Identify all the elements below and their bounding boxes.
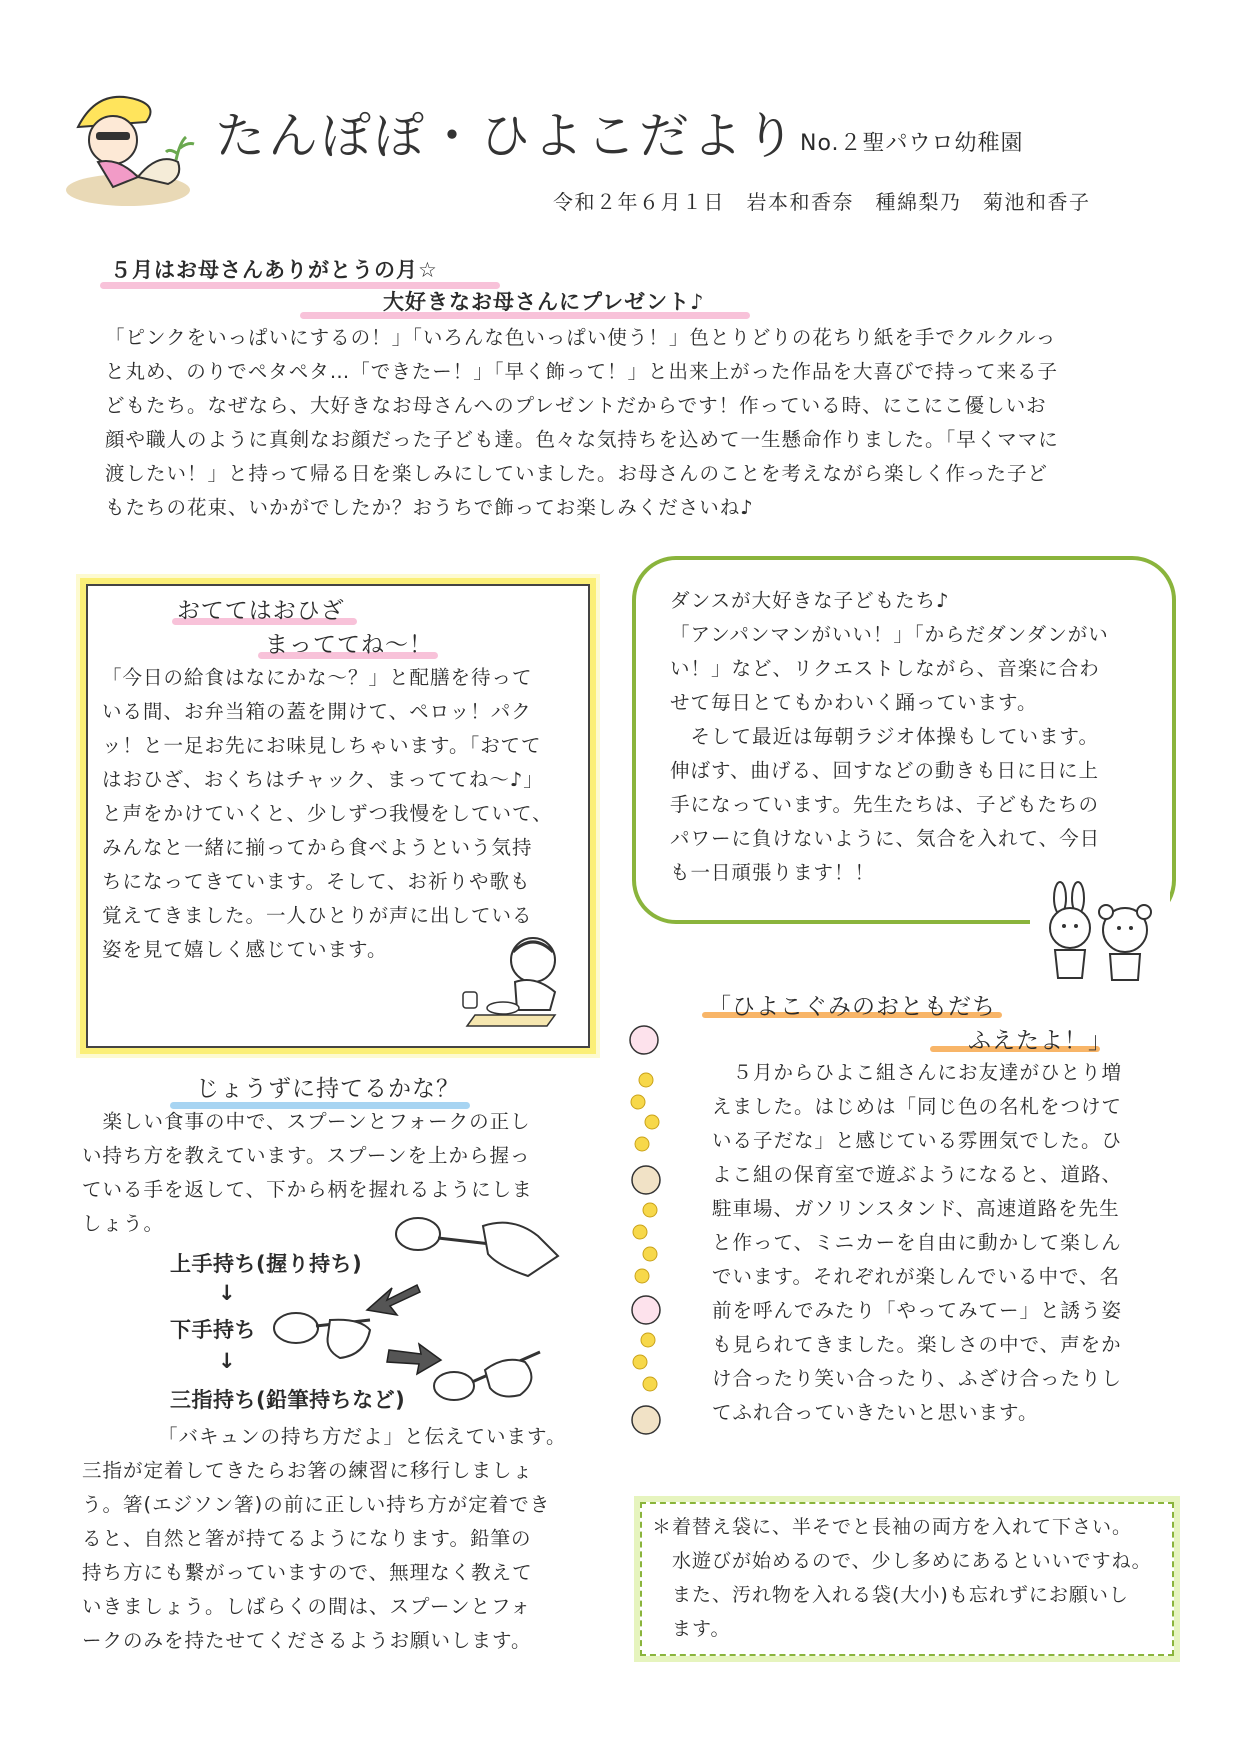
text-line: ッ！と一足お先にお味見しちゃいます。「おてて [102, 734, 542, 757]
text-line: もたちの花束、いかがでしたか？おうちで飾ってお楽しみくださいね♪ [105, 496, 754, 519]
hand-underhand-spoon-illustration [270, 1300, 380, 1365]
text-line: も一日頑張ります！！ [670, 861, 876, 884]
text-line: いきましょう。しばらくの間は、スプーンとフォ [82, 1595, 532, 1618]
text-line: 楽しい食事の中で、スプーンとフォークの正し [82, 1110, 531, 1133]
flower-border-decoration [616, 1010, 676, 1450]
text-line: でいます。それぞれが楽しんでいる中で、名 [712, 1265, 1121, 1288]
text-line: 前を呼んでみたり「やってみてー」と誘う姿 [712, 1299, 1123, 1322]
text-line: 姿を見て嬉しく感じています。 [102, 938, 388, 961]
child-eating-illustration [455, 930, 575, 1030]
text-line: 手になっています。先生たちは、子どもたちの [670, 793, 1099, 816]
text-line: 覚えてきました。一人ひとりが声に出している [102, 904, 533, 927]
text-line: ５月からひよこ組さんにお友達がひとり増 [712, 1061, 1123, 1084]
text-line: 伸ばす、曲げる、回すなどの動きも日に日に上 [670, 759, 1099, 782]
text-line: け合ったり笑い合ったり、ふざけ合ったりし [712, 1367, 1123, 1390]
text-line: も見られてきました。楽しさの中で、声をか [712, 1333, 1122, 1356]
step-underhand-grip: 下手持ち [170, 1318, 256, 1342]
text-line: てふれ合っていきたいと思います。 [712, 1401, 1039, 1424]
step-overhand-grip: 上手持ち(握り持ち) [170, 1252, 363, 1276]
text-line: ＊着替え袋に、半そでと長袖の両方を入れて下さい。 [652, 1516, 1133, 1538]
newsletter-title: たんぽぽ・ひよこだより [215, 107, 798, 165]
text-line: よこ組の保育室で遊ぶようになると、道路、 [712, 1163, 1123, 1186]
text-line: ークのみを持たせてくださるようお願いします。 [82, 1629, 532, 1652]
text-line: また、汚れ物を入れる袋(大小)も忘れずにお願いし [652, 1584, 1129, 1606]
text-line: パワーに負けないように、気合を入れて、今日 [670, 827, 1101, 850]
text-line: 駐車場、ガソリンスタンド、高速道路を先生 [712, 1197, 1120, 1220]
hiyoko-heading-1: 「ひよこぐみのおともだち [708, 994, 996, 1020]
text-line: 「ピンクをいっぱいにするの！」「いろんな色いっぱい使う！」色とりどりの花ちり紙を手でクルクルっ [105, 326, 1057, 349]
text-line: ちになってきています。そして、お祈りや歌も [102, 870, 531, 893]
text-line: ます。 [652, 1618, 731, 1640]
text-line: 「今日の給食はなにかな～？」と配膳を待って [102, 666, 533, 689]
hand-tripod-spoon-illustration [430, 1340, 550, 1410]
issue-label: No.２聖パウロ幼稚園 [800, 131, 1024, 156]
reminder-note-body [652, 1510, 1172, 1646]
hand-overhand-spoon-illustration [388, 1206, 578, 1286]
text-line: 渡したい！」と持って帰る日を楽しみにしていました。お母さんのことを考えながら楽しく作った子ど [105, 462, 1049, 485]
text-line: ると、自然と箸が持てるようになります。鉛筆の [82, 1527, 532, 1550]
text-line: どもたち。なぜなら、大好きなお母さんへのプレゼントだからです！作っている時、にこにこ優しいお [105, 394, 1047, 417]
text-line: い持ち方を教えています。スプーンを上から握っ [82, 1144, 531, 1167]
text-line: 三指が定着してきたらお箸の練習に移行しましょ [82, 1459, 534, 1482]
may-body [105, 321, 1135, 525]
otete-heading-1: おててはおひざ [177, 598, 345, 624]
text-line: いる子だな」と感じている雰囲気でした。ひ [712, 1129, 1123, 1152]
text-line: 「アンパンマンがいい！」「からだダンダンがい [670, 623, 1109, 646]
text-line: そして最近は毎朝ラジオ体操もしています。 [670, 725, 1099, 748]
text-line: みんなと一緒に揃ってから食べようという気持 [102, 836, 533, 859]
step-tripod-grip: 三指持ち(鉛筆持ちなど) [170, 1388, 406, 1412]
hiyoko-heading-2: ふえたよ！」 [968, 1028, 1112, 1054]
text-line: しょう。 [82, 1212, 165, 1235]
text-line: ている手を返して、下から柄を握れるようにしま [82, 1178, 533, 1201]
text-line: と声をかけていくと、少しずつ我慢をしていて、 [102, 802, 553, 825]
otete-body [102, 661, 582, 967]
hiyoko-body [712, 1056, 1172, 1430]
text-line: 持ち方にも繋がっていますので、無理なく教えて [82, 1561, 533, 1584]
spoon-outro [82, 1454, 592, 1658]
may-heading-2: 大好きなお母さんにプレゼント♪ [383, 290, 705, 314]
text-line: えました。はじめは「同じ色の名札をつけて [712, 1095, 1123, 1118]
text-line: 顔や職人のように真剣なお顔だった子ども達。色々な気持ちを込めて一生懸命作りました。「早くママに [105, 428, 1059, 451]
text-line: と丸め、のりでペタペタ…「できたー！」「早く飾って！」と出来上がった作品を大喜びで持って来る子 [105, 360, 1058, 383]
child-gardening-illustration [58, 82, 208, 212]
dateline: 令和２年６月１日 岩本和香奈 種綿梨乃 菊池和香子 [553, 190, 1091, 214]
step-arrow: ↓ [218, 1349, 237, 1373]
dance-body [670, 584, 1150, 890]
otete-heading-2: まっててね～！ [265, 632, 433, 658]
may-heading-1: ５月はお母さんありがとうの月☆ [110, 258, 438, 282]
text-line: せて毎日とてもかわいく踊っています。 [670, 691, 1038, 714]
step-arrow: ↓ [218, 1281, 237, 1305]
text-line: と作って、ミニカーを自由に動かして楽しん [712, 1231, 1122, 1254]
text-line: はおひざ、おくちはチャック、まっててね～♪」 [102, 768, 544, 791]
text-line: 水遊びが始めるので、少し多めにあるといいですね。 [652, 1550, 1152, 1572]
text-line: いる間、お弁当箱の蓋を開けて、ペロッ！パク [102, 700, 532, 723]
rabbit-bear-dancing-illustration [1030, 878, 1170, 988]
text-line: い！」など、リクエストしながら、音楽に合わ [670, 657, 1100, 680]
spoon-quote: 「バキュンの持ち方だよ」と伝えています。 [158, 1425, 567, 1448]
spoon-heading: じょうずに持てるかな？ [196, 1076, 460, 1102]
text-line: ダンスが大好きな子どもたち♪ [670, 589, 950, 612]
text-line: う。箸(エジソン箸)の前に正しい持ち方が定着でき [82, 1493, 551, 1516]
